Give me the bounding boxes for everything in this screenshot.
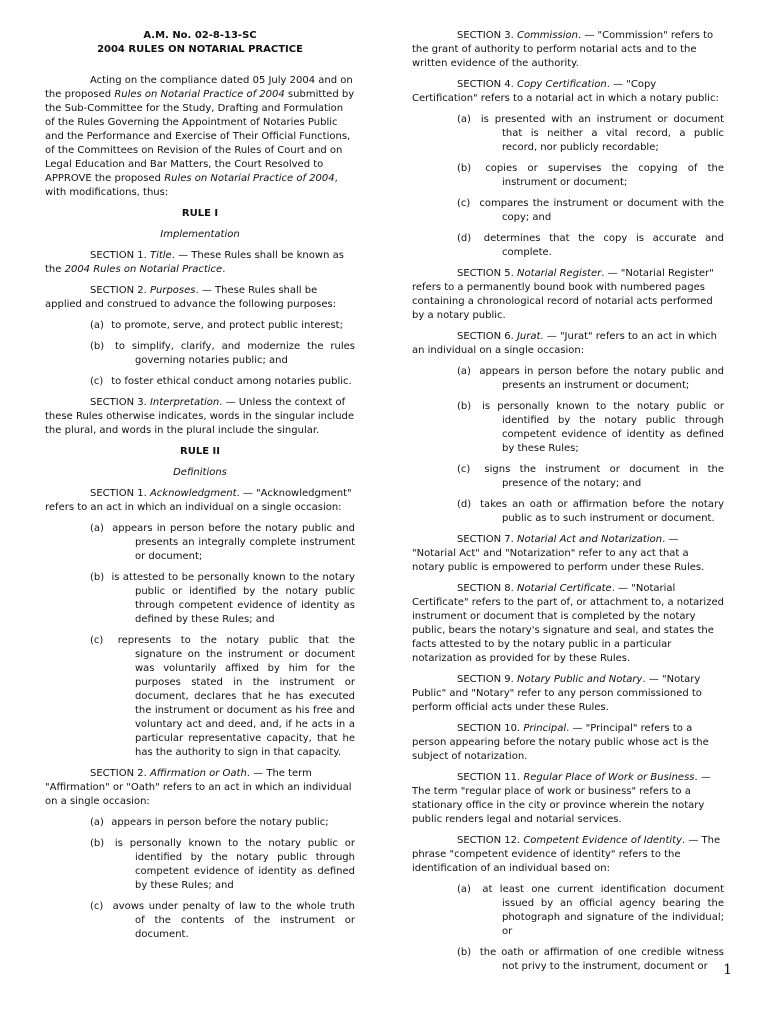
list-item: (a) is presented with an instrument or document that is neither a vital record, a public record, nor publicly recordable; <box>457 114 724 153</box>
list-item: (c) to foster ethical conduct among notaries public. <box>90 376 352 387</box>
rule-2-section-10: SECTION 10. Principal. — "Principal" refers to a person appearing before the notary public whose act is the subject of notarization. <box>412 723 709 762</box>
list-item: (a) appears in person before the notary public and presents an integrally complete instrument or document; <box>90 523 355 562</box>
rule-2-subheading: Definitions <box>173 467 227 478</box>
rule-2-section-7: SECTION 7. Notarial Act and Notarization. — "Notarial Act" and "Notarization" refer to any act that a notary public is empowered to perform under these Rules. <box>412 534 705 573</box>
rule-1-section-2: SECTION 2. Purposes. — These Rules shall be applied and construed to advance the following purposes: <box>45 285 337 310</box>
list-item: (d) takes an oath or affirmation before the notary public as to such instrument or document. <box>457 499 724 524</box>
rule-2-section-2: SECTION 2. Affirmation or Oath. — The term "Affirmation" or "Oath" refers to an act in which an individual on a single occasion: <box>45 768 352 807</box>
rule-1-section-3: SECTION 3. Interpretation. — Unless the context of these Rules otherwise indicates, words in the singular include the plural, and words in the plural include the singular. <box>45 397 355 436</box>
rule-2-section-4: SECTION 4. Copy Certification. — "Copy Certification" refers to a notarial act in which a notary public: <box>412 79 719 104</box>
list-item: (b) copies or supervises the copying of the instrument or document; <box>457 163 725 188</box>
rule-2-section-1: SECTION 1. Acknowledgment. — "Acknowledgment" refers to an act in which an individual on a single occasion: <box>45 488 352 513</box>
rule-1-section-1: SECTION 1. Title. — These Rules shall be known as the 2004 Rules on Notarial Practice. <box>45 250 344 275</box>
rule-2-section-5: SECTION 5. Notarial Register. — "Notarial Register" refers to a permanently bound book with numbered pages containing a chronological record of notarial acts performed by a notary public. <box>412 268 714 321</box>
right-column <box>412 29 724 981</box>
rule-2-section-11: SECTION 11. Regular Place of Work or Business. — The term "regular place of work or business" refers to a stationary office in the city or province wherein the notary public renders legal and notarial services. <box>412 772 711 825</box>
intro-paragraph: Acting on the compliance dated 05 July 2004 and on the proposed Rules on Notarial Practice of 2004 submitted by the Sub-Committee for the Study, Drafting and Formulation of the Rules Governing the Appointment of Notaries Public and the Performance and Exercise of Their Official Functions, of the Committees on Revision of the Rules of Court and on Legal Education and Bar Matters, the Court Resolved to APPROVE the proposed Rules on Notarial Practice of 2004, with modifications, thus: <box>45 75 355 198</box>
list-item: (a) at least one current identification document issued by an official agency bearing the photograph and signature of the individual; or <box>457 884 724 937</box>
list-item: (c) compares the instrument or document with the copy; and <box>457 198 724 223</box>
list-item: (a) appears in person before the notary public; <box>90 817 329 828</box>
list-item: (a) appears in person before the notary public and presents an instrument or document; <box>457 366 724 391</box>
page-number: 1 <box>723 962 732 978</box>
list-item: (c) signs the instrument or document in the presence of the notary; and <box>457 464 724 489</box>
rule-1-heading: RULE I <box>181 208 219 219</box>
list-item: (d) determines that the copy is accurate and complete. <box>457 233 724 258</box>
list-item: (b) is personally known to the notary public or identified by the notary public through competent evidence of identity as defined by these Rules; <box>457 401 724 454</box>
rule-2-section-9: SECTION 9. Notary Public and Notary. — "Notary Public" and "Notary" refer to any person commissioned to perform official acts under these Rules. <box>412 674 702 713</box>
rule-2-section-8: SECTION 8. Notarial Certificate. — "Notarial Certificate" refers to the part of, or attachment to, a notarized instrument or document that is completed by the notary public, bears the notary's signature and seal, and states the facts attested to by the notary public in a particular notarization as provided for by these Rules. <box>412 583 724 664</box>
list-item: (b) is attested to be personally known to the notary public or identified by the notary public through competent evidence of identity as defined by these Rules; and <box>90 572 355 625</box>
rule-2-section-12: SECTION 12. Competent Evidence of Identity. — The phrase "competent evidence of identity" refers to the identification of an individual based on: <box>412 835 721 874</box>
list-item: (b) to simplify, clarify, and modernize the rules governing notaries public; and <box>90 341 355 366</box>
list-item: (b) the oath or affirmation of one credible witness not privy to the instrument, document or <box>457 947 724 972</box>
rule-2-heading: RULE II <box>180 446 220 457</box>
list-item: (b) is personally known to the notary public or identified by the notary public through competent evidence of identity as defined by these Rules; and <box>90 838 355 891</box>
left-column <box>45 29 355 949</box>
list-item: (c) represents to the notary public that the signature on the instrument or document was voluntarily affixed by him for the purposes stated in the instrument or document, declares that he has executed the instrument or document as his free and voluntary act and deed, and, if he acts in a particular representative capacity, that he has the authority to sign in that capacity. <box>90 635 355 758</box>
rule-1-subheading: Implementation <box>160 229 240 240</box>
list-item: (c) avows under penalty of law to the whole truth of the contents of the instrument or document. <box>90 901 355 940</box>
rule-2-section-6: SECTION 6. Jurat. — "Jurat" refers to an act in which an individual on a single occasion: <box>412 331 718 356</box>
docket-number: A.M. No. 02-8-13-SC <box>143 30 257 41</box>
list-item: (a) to promote, serve, and protect public interest; <box>90 320 343 331</box>
document-title: 2004 RULES ON NOTARIAL PRACTICE <box>97 44 303 55</box>
rule-2-section-3: SECTION 3. Commission. — "Commission" refers to the grant of authority to perform notarial acts and to the written evidence of the authority. <box>412 30 714 69</box>
